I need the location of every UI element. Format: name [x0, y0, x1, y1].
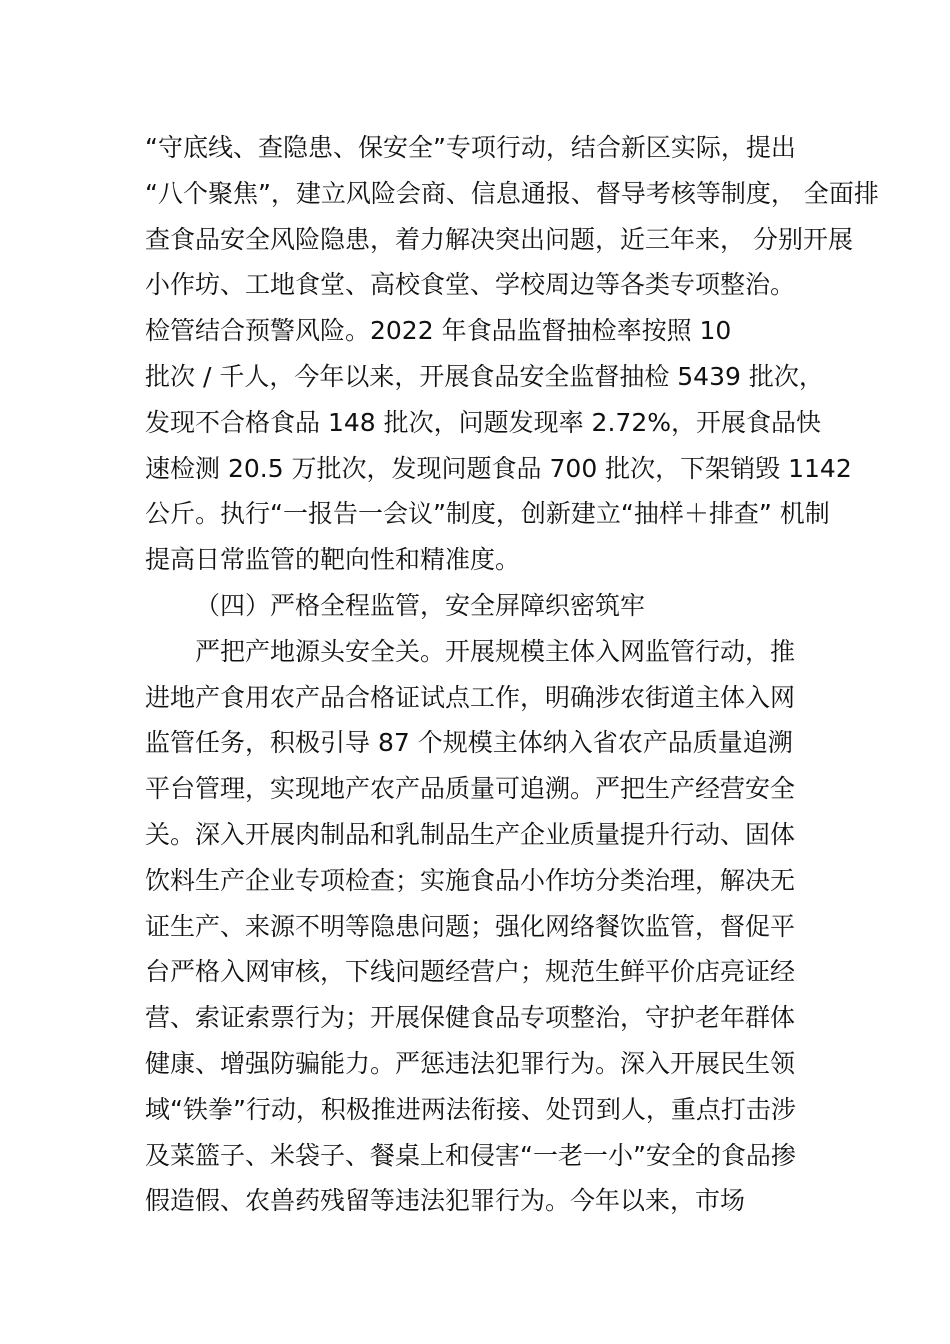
text-line: 假造假、农兽药残留等违法犯罪行为。今年以来，市场 [145, 1186, 746, 1216]
text-line: 查食品安全风险隐患，着力解决突出问题，近三年来， 分别开展 [145, 224, 853, 254]
text-line: 及菜篮子、米袋子、餐桌上和侵害“一老一小”安全的食品掺 [145, 1140, 796, 1170]
text-line: “八个聚焦”，建立风险会商、信息通报、督导考核等制度， 全面排 [145, 178, 879, 208]
text-line: 进地产食用农产品合格证试点工作，明确涉农街道主体入网 [145, 682, 796, 712]
text-line: 公斤。执行“一报告一会议”制度，创新建立“抽样＋排查” 机制 [145, 499, 830, 529]
text-line: 台严格入网审核，下线问题经营户；规范生鲜平价店亮证经 [145, 957, 796, 987]
text-line: 健康、增强防骗能力。严惩违法犯罪行为。深入开展民生领 [145, 1048, 796, 1078]
text-line: 监管任务，积极引导 87 个规模主体纳入省农产品质量追溯 [145, 728, 793, 758]
text-line: 营、索证索票行为；开展保健食品专项整治，守护老年群体 [145, 1003, 796, 1033]
paragraph-first-line: 严把产地源头安全关。开展规模主体入网监管行动，推 [195, 636, 796, 666]
text-line: 域“铁拳”行动，积极推进两法衔接、处罚到人，重点打击涉 [145, 1094, 796, 1124]
text-line: 发现不合格食品 148 批次，问题发现率 2.72%，开展食品快 [145, 407, 821, 437]
text-line: 关。深入开展肉制品和乳制品生产企业质量提升行动、固体 [145, 819, 796, 849]
text-line: 检管结合预警风险。2022 年食品监督抽检率按照 10 [145, 316, 732, 346]
section-heading: （四）严格全程监管，安全屏障织密筑牢 [195, 590, 646, 620]
text-line: “守底线、查隐患、保安全”专项行动，结合新区实际，提出 [145, 133, 796, 162]
document-body [145, 125, 879, 1224]
text-line: 小作坊、工地食堂、高校食堂、学校周边等各类专项整治。 [145, 270, 796, 300]
text-line: 平台管理，实现地产农产品质量可追溯。严把生产经营安全 [145, 774, 796, 804]
text-line: 饮料生产企业专项检查；实施食品小作坊分类治理，解决无 [145, 865, 796, 895]
text-line: 批次 / 千人，今年以来，开展食品安全监督抽检 5439 批次， [145, 361, 824, 391]
text-line: 速检测 20.5 万批次，发现问题食品 700 批次，下架销毁 1142 [145, 453, 852, 483]
text-line: 提高日常监管的靶向性和精准度。 [145, 545, 521, 575]
text-line: 证生产、来源不明等隐患问题；强化网络餐饮监管，督促平 [145, 911, 796, 941]
